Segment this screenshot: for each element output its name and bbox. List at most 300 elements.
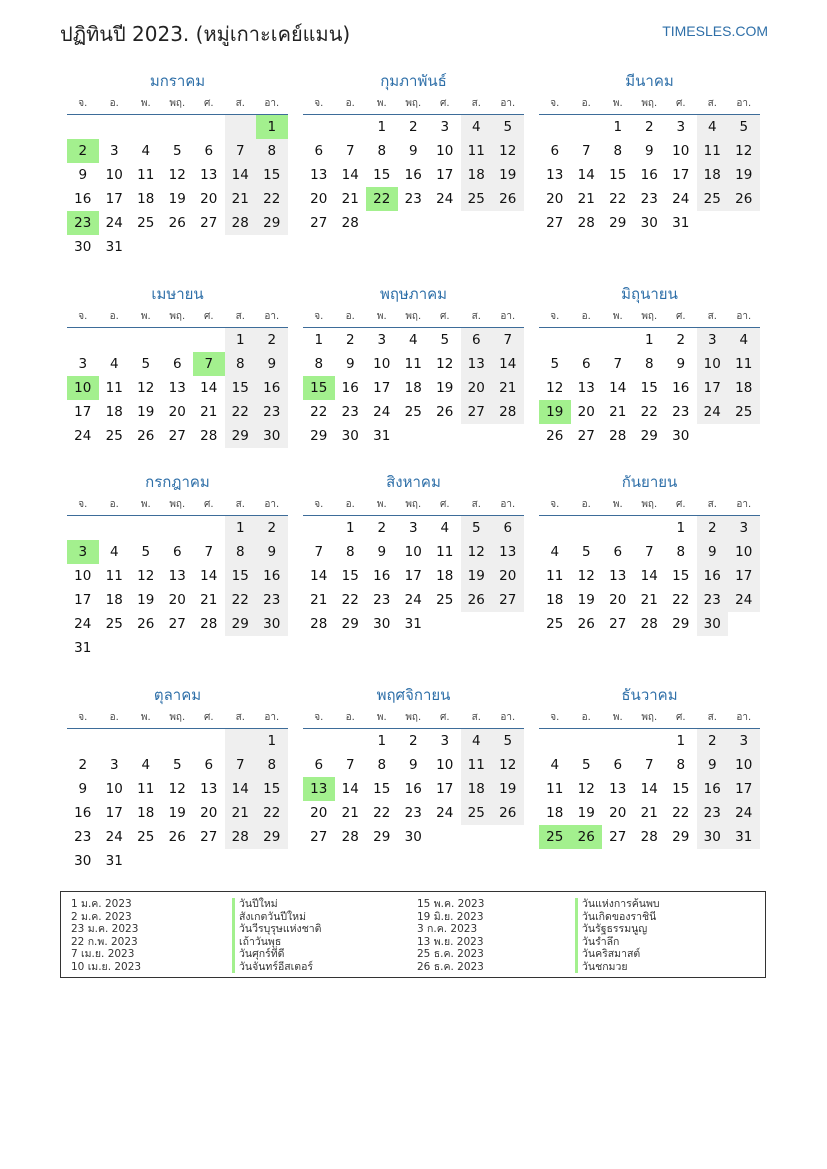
empty-cell: [162, 636, 194, 660]
weekday-label: อ.: [345, 98, 355, 109]
weekday-label: อา.: [500, 712, 516, 723]
day-cell: 15: [672, 568, 690, 584]
days-grid: [303, 729, 524, 849]
day-cell: 8: [345, 544, 355, 560]
weekday-label: จ.: [78, 499, 88, 510]
month-block: [67, 70, 288, 259]
day-cell: 21: [640, 592, 658, 608]
days-grid: [303, 328, 524, 448]
day-cell: 1: [225, 328, 257, 352]
empty-cell: [728, 424, 760, 448]
empty-cell: [256, 636, 288, 660]
day-cell: 28: [341, 215, 359, 231]
day-cell: 29: [225, 612, 257, 636]
day-cell: 5: [461, 516, 493, 540]
weekday-label: พฤ.: [169, 311, 186, 322]
day-cell: 14: [200, 568, 218, 584]
day-cell: 6: [492, 516, 524, 540]
empty-cell: [130, 328, 162, 352]
weekday-label: อา.: [500, 311, 516, 322]
month-block: [67, 684, 288, 873]
day-cell: 11: [137, 781, 155, 797]
day-cell: 5: [728, 115, 760, 139]
empty-cell: [67, 516, 99, 540]
day-cell: 1: [256, 115, 288, 139]
day-cell: 22: [341, 592, 359, 608]
day-cell: 12: [137, 380, 155, 396]
weekday-header: [67, 309, 288, 328]
day-cell: 2: [256, 328, 288, 352]
day-cell: 2: [345, 332, 355, 348]
weekday-label: อา.: [736, 98, 752, 109]
day-cell: 15: [373, 167, 391, 183]
day-cell: 29: [310, 428, 328, 444]
day-cell: 5: [172, 143, 182, 159]
month-name: มกราคม: [149, 72, 206, 90]
day-cell: 26: [461, 588, 493, 612]
day-cell: 2: [676, 332, 686, 348]
day-cell: 9: [644, 143, 654, 159]
days-grid: [67, 729, 288, 873]
day-cell: 9: [408, 757, 418, 773]
day-cell: 21: [225, 801, 257, 825]
legend-holiday-date: 7 เม.ย. 2023: [71, 948, 135, 960]
day-cell: 4: [141, 757, 151, 773]
day-cell: 12: [436, 356, 454, 372]
weekday-label: พฤ.: [641, 98, 658, 109]
day-cell: 6: [314, 143, 324, 159]
day-cell: 8: [225, 540, 257, 564]
day-cell: 12: [546, 380, 564, 396]
empty-cell: [225, 729, 257, 753]
weekday-label: จ.: [314, 499, 324, 510]
legend-holiday-name: วันชกมวย: [575, 961, 660, 974]
day-cell: 28: [577, 215, 595, 231]
empty-cell: [539, 328, 571, 352]
empty-cell: [193, 516, 225, 540]
day-cell: 26: [492, 801, 524, 825]
days-grid: [539, 729, 760, 849]
weekday-label: จ.: [314, 311, 324, 322]
day-cell: 30: [74, 853, 92, 869]
day-cell: 25: [728, 400, 760, 424]
day-cell: 31: [74, 640, 92, 656]
day-cell: 17: [373, 380, 391, 396]
day-cell: 14: [492, 352, 524, 376]
page-title: ปฏิทินปี 2023. (หมู่เกาะเคย์แมน): [60, 22, 351, 46]
weekday-label: พฤ.: [641, 712, 658, 723]
day-cell: 11: [697, 139, 729, 163]
empty-cell: [303, 729, 335, 753]
empty-cell: [193, 729, 225, 753]
day-cell: 25: [539, 825, 571, 849]
day-cell: 10: [728, 540, 760, 564]
day-cell: 13: [303, 777, 335, 801]
day-cell: 21: [200, 404, 218, 420]
empty-cell: [99, 636, 131, 660]
day-cell: 27: [200, 215, 218, 231]
weekday-header: [539, 497, 760, 516]
empty-cell: [429, 825, 461, 849]
day-cell: 8: [314, 356, 324, 372]
day-cell: 8: [377, 757, 387, 773]
weekday-label: อา.: [264, 499, 280, 510]
weekday-label: ศ.: [439, 499, 450, 510]
day-cell: 9: [78, 167, 88, 183]
day-cell: 12: [577, 568, 595, 584]
day-cell: 30: [74, 239, 92, 255]
day-cell: 24: [436, 805, 454, 821]
day-cell: 10: [672, 143, 690, 159]
day-cell: 7: [345, 143, 355, 159]
empty-cell: [492, 825, 524, 849]
day-cell: 23: [373, 592, 391, 608]
month-block: [539, 684, 760, 849]
day-cell: 14: [200, 380, 218, 396]
month-name: กันยายน: [621, 473, 678, 491]
day-cell: 12: [168, 781, 186, 797]
weekday-header: [67, 96, 288, 115]
empty-cell: [130, 729, 162, 753]
day-cell: 19: [436, 380, 454, 396]
day-cell: 14: [640, 568, 658, 584]
day-cell: 22: [225, 400, 257, 424]
weekday-label: พฤ.: [169, 499, 186, 510]
day-cell: 28: [225, 211, 257, 235]
day-cell: 3: [728, 516, 760, 540]
empty-cell: [461, 424, 493, 448]
weekday-header: [539, 96, 760, 115]
month-name: สิงหาคม: [386, 473, 441, 491]
day-cell: 16: [404, 167, 422, 183]
weekday-label: ศ.: [439, 311, 450, 322]
day-cell: 2: [697, 516, 729, 540]
empty-cell: [130, 636, 162, 660]
day-cell: 15: [640, 380, 658, 396]
month-block: [67, 471, 288, 660]
day-cell: 17: [728, 777, 760, 801]
weekday-label: จ.: [314, 712, 324, 723]
day-cell: 22: [609, 191, 627, 207]
empty-cell: [697, 211, 729, 235]
empty-cell: [303, 516, 335, 540]
day-cell: 16: [74, 191, 92, 207]
empty-cell: [728, 612, 760, 636]
weekday-label: ศ.: [203, 311, 214, 322]
day-cell: 13: [168, 380, 186, 396]
weekday-label: อา.: [500, 499, 516, 510]
day-cell: 18: [404, 380, 422, 396]
day-cell: 28: [310, 616, 328, 632]
empty-cell: [162, 235, 194, 259]
day-cell: 24: [74, 428, 92, 444]
empty-cell: [162, 849, 194, 873]
weekday-label: จ.: [78, 311, 88, 322]
day-cell: 10: [74, 568, 92, 584]
day-cell: 7: [225, 753, 257, 777]
day-cell: 10: [67, 376, 99, 400]
day-cell: 28: [200, 616, 218, 632]
empty-cell: [193, 115, 225, 139]
day-cell: 3: [109, 757, 119, 773]
empty-cell: [67, 328, 99, 352]
day-cell: 24: [728, 801, 760, 825]
day-cell: 30: [404, 829, 422, 845]
day-cell: 4: [461, 729, 493, 753]
legend-dates-col-1: [71, 898, 141, 973]
day-cell: 9: [345, 356, 355, 372]
day-cell: 9: [256, 352, 288, 376]
month-block: [303, 684, 524, 849]
day-cell: 24: [728, 588, 760, 612]
day-cell: 21: [341, 805, 359, 821]
weekday-label: อา.: [736, 712, 752, 723]
day-cell: 14: [640, 781, 658, 797]
empty-cell: [602, 328, 634, 352]
day-cell: 14: [225, 777, 257, 801]
empty-cell: [99, 516, 131, 540]
day-cell: 9: [676, 356, 686, 372]
empty-cell: [634, 729, 666, 753]
legend-holiday-date: 19 มิ.ย. 2023: [417, 910, 484, 923]
weekday-label: อา.: [736, 311, 752, 322]
day-cell: 16: [697, 564, 729, 588]
day-cell: 6: [613, 757, 623, 773]
day-cell: 8: [676, 757, 686, 773]
day-cell: 14: [310, 568, 328, 584]
day-cell: 24: [697, 400, 729, 424]
empty-cell: [492, 612, 524, 636]
empty-cell: [225, 849, 257, 873]
weekday-label: พฤ.: [405, 311, 422, 322]
empty-cell: [225, 235, 257, 259]
day-cell: 27: [609, 829, 627, 845]
day-cell: 10: [105, 781, 123, 797]
empty-cell: [162, 115, 194, 139]
empty-cell: [366, 211, 398, 235]
day-cell: 1: [256, 729, 288, 753]
day-cell: 24: [74, 616, 92, 632]
day-cell: 8: [256, 753, 288, 777]
month-block: [539, 471, 760, 636]
month-block: [67, 283, 288, 448]
day-cell: 25: [404, 404, 422, 420]
empty-cell: [539, 729, 571, 753]
day-cell: 1: [377, 119, 387, 135]
day-cell: 11: [137, 167, 155, 183]
day-cell: 15: [373, 781, 391, 797]
day-cell: 29: [341, 616, 359, 632]
legend-holiday-date: 25 ธ.ค. 2023: [417, 948, 484, 960]
day-cell: 2: [67, 139, 99, 163]
day-cell: 1: [613, 119, 623, 135]
day-cell: 18: [105, 404, 123, 420]
day-cell: 14: [577, 167, 595, 183]
empty-cell: [398, 424, 430, 448]
day-cell: 18: [461, 777, 493, 801]
day-cell: 6: [204, 143, 214, 159]
empty-cell: [492, 424, 524, 448]
day-cell: 7: [492, 328, 524, 352]
month-name: กรกฎาคม: [145, 473, 210, 491]
day-cell: 7: [204, 544, 214, 560]
weekday-label: พ.: [612, 499, 623, 510]
day-cell: 11: [728, 352, 760, 376]
month-name: พฤษภาคม: [379, 285, 448, 303]
day-cell: 18: [697, 163, 729, 187]
empty-cell: [130, 849, 162, 873]
day-cell: 19: [539, 400, 571, 424]
day-cell: 31: [404, 616, 422, 632]
weekday-label: พฤ.: [405, 712, 422, 723]
day-cell: 26: [436, 404, 454, 420]
day-cell: 22: [640, 404, 658, 420]
day-cell: 19: [137, 404, 155, 420]
legend-holiday-date: 26 ธ.ค. 2023: [417, 960, 484, 973]
weekday-header: [303, 710, 524, 729]
month-block: [539, 283, 760, 448]
day-cell: 1: [225, 516, 257, 540]
day-cell: 18: [137, 805, 155, 821]
day-cell: 24: [672, 191, 690, 207]
day-cell: 17: [105, 805, 123, 821]
day-cell: 26: [728, 187, 760, 211]
weekday-label: จ.: [550, 712, 560, 723]
day-cell: 30: [640, 215, 658, 231]
day-cell: 19: [168, 191, 186, 207]
day-cell: 4: [141, 143, 151, 159]
day-cell: 22: [225, 588, 257, 612]
day-cell: 31: [105, 239, 123, 255]
day-cell: 2: [78, 757, 88, 773]
weekday-label: อา.: [264, 712, 280, 723]
day-cell: 5: [440, 332, 450, 348]
weekday-label: ศ.: [675, 98, 686, 109]
weekday-label: ศ.: [203, 712, 214, 723]
day-cell: 30: [697, 612, 729, 636]
day-cell: 27: [310, 829, 328, 845]
month-name: พฤศจิกายน: [376, 686, 451, 704]
day-cell: 20: [200, 191, 218, 207]
day-cell: 20: [310, 805, 328, 821]
days-grid: [303, 516, 524, 636]
day-cell: 28: [609, 428, 627, 444]
day-cell: 28: [225, 825, 257, 849]
day-cell: 8: [225, 352, 257, 376]
weekday-label: พ.: [612, 712, 623, 723]
legend-holiday-name: วันปีใหม่: [232, 898, 322, 911]
legend-holiday-date: 13 พ.ย. 2023: [417, 935, 484, 948]
day-cell: 14: [341, 781, 359, 797]
day-cell: 9: [408, 143, 418, 159]
day-cell: 21: [341, 191, 359, 207]
day-cell: 3: [408, 520, 418, 536]
day-cell: 29: [225, 424, 257, 448]
day-cell: 28: [492, 400, 524, 424]
day-cell: 16: [404, 781, 422, 797]
legend-dates-col-2: [417, 898, 484, 973]
empty-cell: [697, 424, 729, 448]
legend-holiday-name: วันจันทร์อีสเตอร์: [232, 961, 322, 974]
month-block: [303, 70, 524, 235]
day-cell: 13: [168, 568, 186, 584]
day-cell: 22: [373, 805, 391, 821]
empty-cell: [256, 235, 288, 259]
weekday-label: พ.: [376, 499, 387, 510]
day-cell: 3: [109, 143, 119, 159]
weekday-label: พฤ.: [641, 311, 658, 322]
day-cell: 14: [609, 380, 627, 396]
day-cell: 2: [408, 733, 418, 749]
day-cell: 7: [613, 356, 623, 372]
empty-cell: [193, 328, 225, 352]
day-cell: 25: [461, 187, 493, 211]
site-link[interactable]: TIMESLES.COM: [662, 23, 768, 39]
day-cell: 18: [105, 592, 123, 608]
weekday-label: อ.: [109, 712, 119, 723]
day-cell: 22: [672, 592, 690, 608]
day-cell: 15: [256, 777, 288, 801]
day-cell: 20: [577, 404, 595, 420]
weekday-label: อ.: [581, 712, 591, 723]
day-cell: 4: [697, 115, 729, 139]
weekday-label: ส.: [707, 98, 717, 109]
day-cell: 6: [172, 544, 182, 560]
empty-cell: [571, 115, 603, 139]
day-cell: 23: [640, 191, 658, 207]
day-cell: 24: [373, 404, 391, 420]
day-cell: 17: [436, 167, 454, 183]
weekday-label: พ.: [140, 712, 151, 723]
day-cell: 5: [141, 356, 151, 372]
day-cell: 12: [168, 167, 186, 183]
empty-cell: [256, 849, 288, 873]
days-grid: [67, 328, 288, 448]
weekday-label: ศ.: [675, 499, 686, 510]
day-cell: 30: [256, 424, 288, 448]
day-cell: 26: [137, 428, 155, 444]
empty-cell: [571, 516, 603, 540]
day-cell: 3: [676, 119, 686, 135]
day-cell: 6: [314, 757, 324, 773]
day-cell: 5: [492, 115, 524, 139]
day-cell: 13: [577, 380, 595, 396]
day-cell: 3: [67, 540, 99, 564]
day-cell: 13: [310, 167, 328, 183]
weekday-label: อ.: [345, 499, 355, 510]
days-grid: [67, 115, 288, 259]
day-cell: 6: [461, 328, 493, 352]
day-cell: 9: [697, 540, 729, 564]
legend-holiday-name: สังเกตวันปีใหม่: [232, 911, 322, 924]
legend-holiday-name: วันรัฐธรรมนูญ: [575, 923, 660, 936]
weekday-label: อ.: [345, 712, 355, 723]
day-cell: 18: [137, 191, 155, 207]
day-cell: 10: [436, 757, 454, 773]
empty-cell: [571, 328, 603, 352]
day-cell: 17: [105, 191, 123, 207]
weekday-label: ศ.: [439, 712, 450, 723]
day-cell: 15: [256, 163, 288, 187]
legend-holiday-name: วันศุกร์ที่ดี: [232, 948, 322, 961]
empty-cell: [162, 516, 194, 540]
day-cell: 27: [577, 428, 595, 444]
day-cell: 16: [74, 805, 92, 821]
day-cell: 3: [728, 729, 760, 753]
weekday-label: ศ.: [675, 712, 686, 723]
empty-cell: [634, 516, 666, 540]
days-grid: [67, 516, 288, 660]
